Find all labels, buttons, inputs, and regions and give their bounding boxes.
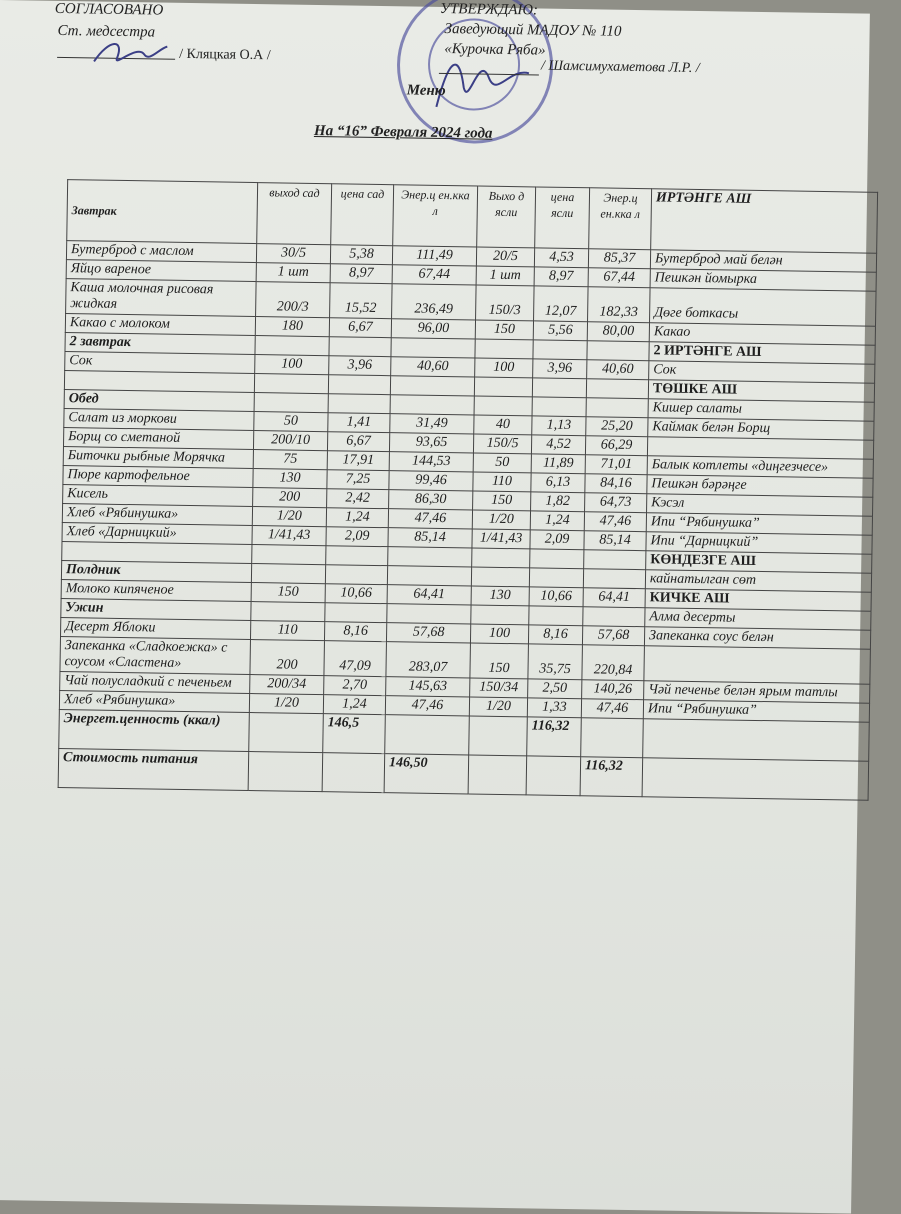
value-price2: 8,16 xyxy=(528,625,582,645)
value-en2: 25,20 xyxy=(586,417,648,437)
date-line: На “16” Февраля 2024 года xyxy=(313,122,493,142)
tatar-dish-name: Запеканка соус белән xyxy=(644,627,870,650)
value-out2: 150/34 xyxy=(470,678,528,698)
value-out2 xyxy=(474,377,532,397)
value-price1: 17,91 xyxy=(327,451,389,471)
value-out2: 40 xyxy=(474,415,532,435)
value-en2: 66,29 xyxy=(585,436,647,456)
value-en2: 47,46 xyxy=(584,512,646,532)
tatar-dish-name xyxy=(644,646,871,685)
empty-cell xyxy=(248,751,323,791)
value-out1: 130 xyxy=(253,469,327,489)
value-price2: 6,13 xyxy=(531,473,585,493)
value-en2: 85,14 xyxy=(584,531,646,551)
value-out2: 1/41,43 xyxy=(472,529,530,549)
tatar-dish-name: Ипи “Рябинушка” xyxy=(643,700,869,723)
tatar-dish-name: Какао xyxy=(649,323,875,346)
tatar-dish-name: Пешкән йомырка xyxy=(650,269,876,292)
value-price1: 1,24 xyxy=(323,695,385,715)
value-out1: 1/20 xyxy=(249,694,323,714)
tatar-dish-name: 2 ИРТӘНГЕ АШ xyxy=(649,342,875,365)
tatar-dish-name: Балык котлеты «диңгезчесе» xyxy=(647,456,873,479)
column-header: цена ясли xyxy=(535,187,590,249)
value-en1: 99,46 xyxy=(389,471,473,491)
value-price2: 4,53 xyxy=(534,248,588,268)
value-en2 xyxy=(587,341,649,361)
value-price1: 2,09 xyxy=(326,527,388,547)
value-en2: 84,16 xyxy=(585,474,647,494)
nurse-name: / Кляцкая О.А / xyxy=(179,46,271,64)
value-price1 xyxy=(325,603,387,623)
approved-label: УТВЕРЖДАЮ: xyxy=(439,0,539,19)
value-price1 xyxy=(328,394,390,414)
value-out1: 1/41,43 xyxy=(252,526,326,546)
value-en2 xyxy=(586,379,648,399)
value-en1: 236,49 xyxy=(392,284,477,320)
value-en2 xyxy=(583,569,645,589)
value-out2: 50 xyxy=(473,453,531,473)
value-price2 xyxy=(533,340,587,360)
value-price1: 5,38 xyxy=(330,245,392,265)
value-price2: 1,13 xyxy=(532,416,586,436)
dish-name: Полдник xyxy=(61,561,251,583)
value-price2: 4,52 xyxy=(531,435,585,455)
column-header: Энер.ц ен.кка л xyxy=(393,185,478,247)
dish-name: Яйцо вареное xyxy=(66,260,256,282)
value-en1: 145,63 xyxy=(386,677,470,697)
empty-cell xyxy=(643,719,870,762)
value-out2: 100 xyxy=(475,358,533,378)
value-price2: 5,56 xyxy=(533,321,587,341)
empty-cell xyxy=(249,713,324,753)
column-header: цена сад xyxy=(331,184,394,246)
dish-name: Чай полусладкий с печеньем xyxy=(60,672,250,694)
value-price1: 15,52 xyxy=(330,283,393,319)
dish-name: Сок xyxy=(65,352,255,374)
value-price2: 2,09 xyxy=(530,530,584,550)
value-out2: 150 xyxy=(470,643,529,679)
value-out1 xyxy=(254,393,328,413)
value-en1: 86,30 xyxy=(389,490,473,510)
value-price2: 2,50 xyxy=(528,679,582,699)
agreed-label: СОГЛАСОВАНО xyxy=(54,0,164,19)
tatar-dish-name: Кишер салаты xyxy=(648,399,874,422)
value-en2: 64,73 xyxy=(585,493,647,513)
value-out1: 30/5 xyxy=(256,244,330,264)
value-out2: 150 xyxy=(473,491,531,511)
dish-name: 2 завтрак xyxy=(65,333,255,355)
value-price1: 6,67 xyxy=(329,318,391,338)
value-out1: 200 xyxy=(250,640,325,676)
empty-cell xyxy=(642,758,869,801)
value-en2: 71,01 xyxy=(585,455,647,475)
dish-name: Молоко кипяченое xyxy=(61,580,251,602)
value-out1: 200/10 xyxy=(253,431,327,451)
value-en2: 182,33 xyxy=(588,287,651,323)
menu-title: Меню xyxy=(406,82,446,100)
kindergarten-name: «Курочка Ряба» xyxy=(444,40,546,59)
value-en1: 47,46 xyxy=(388,509,472,529)
value-en1: 111,49 xyxy=(392,246,476,266)
tatar-dish-name: Пешкән бәрәңге xyxy=(647,475,873,498)
value-price2: 10,66 xyxy=(529,587,583,607)
value-price1 xyxy=(326,546,388,566)
value-en1 xyxy=(390,395,474,415)
value-out1: 200 xyxy=(253,488,327,508)
dish-name: Хлеб «Рябинушка» xyxy=(62,504,252,526)
value-out1 xyxy=(254,374,328,394)
value-out1: 50 xyxy=(254,412,328,432)
value-en1: 283,07 xyxy=(386,642,471,678)
dish-name: Обед xyxy=(64,390,254,412)
cost-total-label: Стоимость питания xyxy=(58,749,249,791)
value-price2: 3,96 xyxy=(533,359,587,379)
value-out2: 150/5 xyxy=(473,434,531,454)
tatar-dish-name: Ипи “Дарницкий” xyxy=(646,532,872,555)
value-out2 xyxy=(475,339,533,359)
value-price2: 1,82 xyxy=(531,492,585,512)
value-price2 xyxy=(530,549,584,569)
value-price2 xyxy=(532,397,586,417)
tatar-dish-name: Кэсэл xyxy=(647,494,873,517)
menu-table xyxy=(58,179,878,801)
value-price2: 1,33 xyxy=(527,698,581,718)
value-en1: 57,68 xyxy=(386,623,470,643)
cost-total-yasli: 116,32 xyxy=(580,757,643,797)
value-out2: 110 xyxy=(473,472,531,492)
tatar-dish-name: Бутерброд май белән xyxy=(650,250,876,273)
value-en2: 140,26 xyxy=(582,680,644,700)
column-header: ИРТӘНГЕ АШ xyxy=(651,189,878,254)
value-price2 xyxy=(529,606,583,626)
value-price2: 1,24 xyxy=(530,511,584,531)
dish-name: Кисель xyxy=(63,485,253,507)
value-price1: 6,67 xyxy=(327,432,389,452)
value-out1: 100 xyxy=(255,355,329,375)
value-en2: 57,68 xyxy=(582,626,644,646)
value-price1: 2,42 xyxy=(327,489,389,509)
value-en2: 85,37 xyxy=(588,249,650,269)
dish-name: Пюре картофельное xyxy=(63,466,253,488)
value-en1: 31,49 xyxy=(390,414,474,434)
value-out1 xyxy=(251,564,325,584)
nurse-role: Ст. медсестра xyxy=(57,22,156,41)
value-price2 xyxy=(532,378,586,398)
head-role: Заведующий МАДОУ № 110 xyxy=(444,20,622,40)
column-header: Энер.ц ен.кка л xyxy=(589,188,652,250)
value-out1: 75 xyxy=(253,450,327,470)
empty-cell xyxy=(322,753,385,793)
value-en2: 80,00 xyxy=(587,322,649,342)
tatar-dish-name: КӨНДЕЗГЕ АШ xyxy=(646,551,872,574)
value-out1: 110 xyxy=(250,621,324,641)
value-out2: 1 шт xyxy=(476,266,534,286)
empty-cell xyxy=(581,718,644,758)
value-out2: 20/5 xyxy=(476,247,534,267)
menu-table-body xyxy=(59,241,876,723)
value-price1: 47,09 xyxy=(324,641,387,677)
dish-name: Биточки рыбные Морячка xyxy=(63,447,253,469)
value-out2 xyxy=(471,567,529,587)
value-en1: 67,44 xyxy=(392,265,476,285)
value-en1 xyxy=(391,338,475,358)
value-price1: 8,16 xyxy=(324,622,386,642)
energy-total-yasli: 116,32 xyxy=(527,717,582,757)
tatar-dish-name: Алма десерты xyxy=(645,608,871,631)
value-out2: 1/20 xyxy=(469,697,527,717)
dish-name: Каша молочная рисовая жидкая xyxy=(66,279,257,317)
energy-total-sad: 146,5 xyxy=(323,714,386,754)
tatar-dish-name: КИЧКЕ АШ xyxy=(645,589,871,612)
value-en1 xyxy=(387,566,471,586)
value-price1 xyxy=(325,565,387,585)
value-en2 xyxy=(584,550,646,570)
value-out1 xyxy=(252,545,326,565)
dish-name: Запеканка «Сладкоежка» с соусом «Сластена» xyxy=(60,637,251,675)
tatar-dish-name: ТӨШКЕ АШ xyxy=(648,380,874,403)
value-price1: 3,96 xyxy=(329,356,391,376)
value-en2 xyxy=(583,607,645,627)
value-price2: 11,89 xyxy=(531,454,585,474)
column-header: Выхо д ясли xyxy=(477,186,536,248)
dish-name: Какао с молоком xyxy=(65,314,255,336)
tatar-dish-name: Дөге боткасы xyxy=(650,288,877,327)
value-price2: 12,07 xyxy=(534,286,589,322)
dish-name: Салат из моркови xyxy=(64,409,254,431)
value-out2: 130 xyxy=(471,586,529,606)
value-price1 xyxy=(329,337,391,357)
value-price2: 35,75 xyxy=(528,644,583,680)
value-price1: 7,25 xyxy=(327,470,389,490)
dish-name: Ужин xyxy=(61,599,251,621)
energy-total-label: Энергет.ценность (ккал) xyxy=(59,710,250,752)
dish-name: Десерт Яблоки xyxy=(61,618,251,640)
tatar-dish-name: Сок xyxy=(649,361,875,384)
value-out1 xyxy=(251,602,325,622)
value-en2 xyxy=(586,398,648,418)
value-out2: 150/3 xyxy=(476,285,535,321)
tatar-dish-name: Ипи “Рябинушка” xyxy=(646,513,872,536)
value-en2: 47,46 xyxy=(581,699,643,719)
value-price1: 8,97 xyxy=(330,264,392,284)
value-out2: 100 xyxy=(470,624,528,644)
value-en1: 40,60 xyxy=(391,357,475,377)
tatar-dish-name: Чәй печенье белән ярым татлы xyxy=(644,681,870,704)
nurse-signature xyxy=(89,33,170,70)
value-en1: 93,65 xyxy=(389,433,473,453)
value-out2: 150 xyxy=(475,320,533,340)
value-en1: 144,53 xyxy=(389,452,473,472)
value-price1: 1,41 xyxy=(328,413,390,433)
value-out1: 150 xyxy=(251,583,325,603)
dish-name: Хлеб «Рябинушка» xyxy=(59,691,249,713)
value-out1: 200/34 xyxy=(250,675,324,695)
dish-name: Борщ со сметаной xyxy=(63,428,253,450)
value-en1 xyxy=(387,604,471,624)
value-en2: 220,84 xyxy=(582,645,645,681)
value-en2: 64,41 xyxy=(583,588,645,608)
empty-cell xyxy=(385,715,470,755)
value-en1: 96,00 xyxy=(391,319,475,339)
value-price1: 10,66 xyxy=(325,584,387,604)
empty-cell xyxy=(468,755,527,795)
value-price2: 8,97 xyxy=(534,267,588,287)
value-price1 xyxy=(328,375,390,395)
value-en1 xyxy=(388,547,472,567)
head-name: / Шамсимухаметова Л.Р. / xyxy=(540,58,700,76)
dish-name: Бутерброд с маслом xyxy=(66,241,256,263)
value-out1: 1 шт xyxy=(256,263,330,283)
value-out1: 180 xyxy=(255,317,329,337)
value-en2: 67,44 xyxy=(588,268,650,288)
value-out2 xyxy=(474,396,532,416)
tatar-dish-name: Каймак белән Борщ xyxy=(648,418,874,441)
value-en2: 40,60 xyxy=(587,360,649,380)
value-price1: 2,70 xyxy=(324,676,386,696)
cost-total-sad: 146,50 xyxy=(384,754,469,794)
value-price2 xyxy=(529,568,583,588)
value-en1 xyxy=(390,376,474,396)
value-out1 xyxy=(255,336,329,356)
value-price1: 1,24 xyxy=(326,508,388,528)
value-en1: 47,46 xyxy=(385,696,469,716)
value-out2: 1/20 xyxy=(472,510,530,530)
value-out1: 200/3 xyxy=(256,282,331,318)
tatar-dish-name: кайнатылган сөт xyxy=(645,570,871,593)
value-out2 xyxy=(471,605,529,625)
value-out2 xyxy=(472,548,530,568)
dish-name: Хлеб «Дарницкий» xyxy=(62,523,252,545)
value-en1: 85,14 xyxy=(388,528,472,548)
totals xyxy=(58,710,869,801)
column-header: Завтрак xyxy=(67,180,258,244)
column-header: выход сад xyxy=(257,183,332,245)
empty-cell xyxy=(526,756,581,796)
value-out1: 1/20 xyxy=(252,507,326,527)
value-en1: 64,41 xyxy=(387,585,471,605)
empty-cell xyxy=(469,716,528,756)
